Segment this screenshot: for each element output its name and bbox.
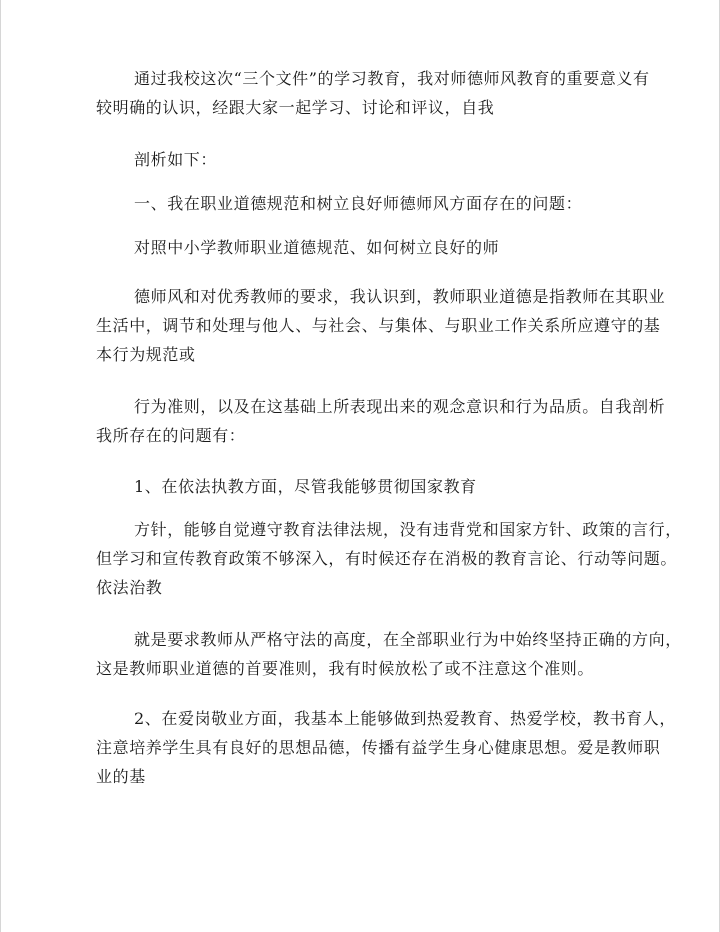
paragraph-3 (96, 189, 686, 218)
text-line: 一、我在职业道德规范和树立良好师德师风方面存在的问题： (134, 194, 583, 213)
paragraph-10 (96, 704, 686, 791)
paragraph-2 (96, 145, 686, 174)
text-line: 我所存在的问题有： (96, 426, 246, 445)
page-left-border (0, 0, 1, 932)
paragraph-5 (96, 282, 686, 369)
text-line: 行为准则，以及在这基础上所表现出来的观念意识和行为品质。自我剖析 (134, 397, 666, 416)
text-line: 这是教师职业道德的首要准则，我有时候放松了或不注意这个准则。 (96, 659, 595, 678)
paragraph-9 (96, 625, 686, 683)
text-line: 剖析如下： (134, 150, 218, 169)
text-line: 2、在爱岗敬业方面，我基本上能够做到热爱教育、热爱学校，教书育人， (134, 709, 676, 728)
paragraph-4 (96, 233, 686, 262)
text-line: 依法治教 (96, 578, 163, 597)
text-line: 德师风和对优秀教师的要求，我认识到，教师职业道德是指教师在其职业 (134, 287, 666, 306)
paragraph-6 (96, 392, 686, 450)
text-line: 业的基 (96, 767, 146, 786)
text-line: 但学习和宣传教育政策不够深入，有时候还存在消极的教育言论、行动等问题。 (96, 549, 678, 568)
text-line: 注意培养学生具有良好的思想品德，传播有益学生身心健康思想。爱是教师职 (96, 738, 661, 757)
paragraph-8 (96, 515, 686, 602)
text-line: 就是要求教师从严格守法的高度，在全部职业行为中始终坚持正确的方向， (134, 630, 682, 649)
paragraph-1 (96, 64, 686, 122)
text-line: 1、在依法执教方面，尽管我能够贯彻国家教育 (134, 477, 477, 496)
paragraph-7 (96, 472, 686, 501)
text-line: 通过我校这次“三个文件”的学习教育，我对师德师风教育的重要意义有 (134, 69, 650, 88)
text-line: 生活中，调节和处理与他人、与社会、与集体、与职业工作关系所应遵守的基 (96, 316, 661, 335)
text-line: 对照中小学教师职业道德规范、如何树立良好的师 (134, 238, 500, 257)
text-line: 方针，能够自觉遵守教育法律法规，没有违背党和国家方针、政策的言行， (134, 520, 682, 539)
text-line: 本行为规范或 (96, 345, 196, 364)
text-line: 较明确的认识，经跟大家一起学习、讨论和评议，自我 (96, 98, 495, 117)
